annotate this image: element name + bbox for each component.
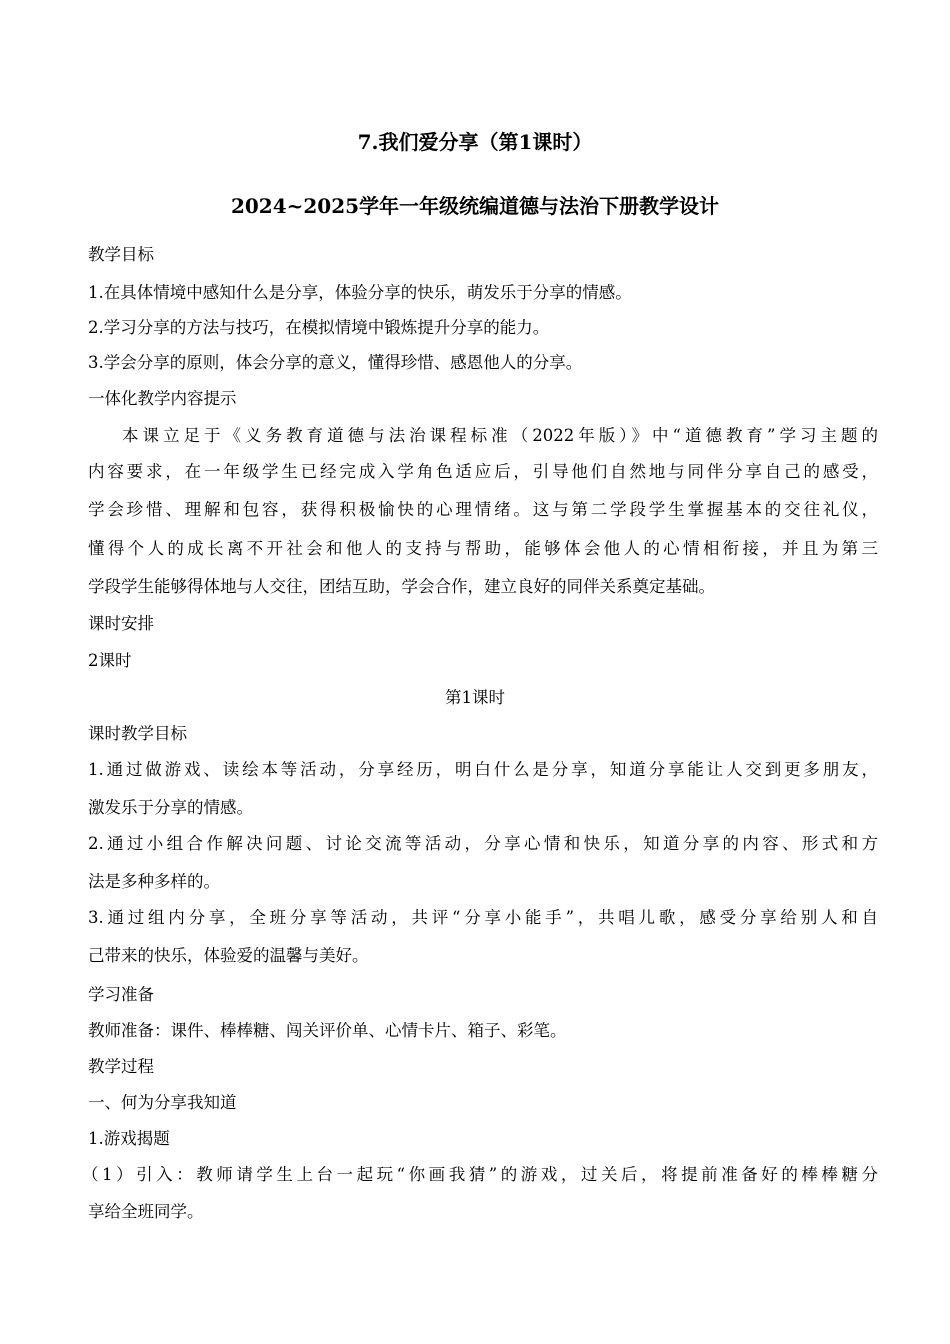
text-line: 3.通过组内分享，全班分享等活动，共评“分享小能手”，共唱儿歌，感受分享给别人和自 — [88, 908, 878, 927]
document-subtitle: 2024~2025学年一年级统编道德与法治下册教学设计 — [230, 194, 720, 218]
text-line: 激发乐于分享的情感。 — [88, 798, 253, 817]
text-line: 2.学习分享的方法与技巧，在模拟情境中锻炼提升分享的能力。 — [88, 318, 550, 337]
section-heading-goals: 教学目标 — [88, 245, 154, 264]
text-line: 1.在具体情境中感知什么是分享，体验分享的快乐，萌发乐于分享的情感。 — [88, 283, 632, 302]
text-line: 享给全班同学。 — [88, 1202, 204, 1221]
text-line: 懂得个人的成长离不开社会和他人的支持与帮助，能够体会他人的心情相衔接，并且为第三 — [88, 539, 878, 558]
text-line: 教师准备：课件、棒棒糖、闯关评价单、心情卡片、箱子、彩笔。 — [88, 1021, 567, 1040]
section-heading-process: 教学过程 — [88, 1057, 154, 1076]
section-heading-lesson-goals: 课时教学目标 — [88, 724, 187, 743]
document-title: 7.我们爱分享（第1课时） — [357, 130, 593, 154]
text-line: 2课时 — [88, 651, 132, 670]
section-heading-preparation: 学习准备 — [88, 985, 154, 1004]
text-line: 2.通过小组合作解决问题、讨论交流等活动，分享心情和快乐，知道分享的内容、形式和方 — [88, 834, 878, 853]
text-line: 1.游戏揭题 — [88, 1129, 170, 1148]
text-line: 本课立足于《义务教育道德与法治课程标准（2022年版）》中“道德教育”学习主题的 — [122, 426, 878, 445]
lesson-heading: 第1课时 — [445, 688, 505, 707]
text-line: 学会珍惜、理解和包容，获得积极愉快的心理情绪。这与第二学段学生掌握基本的交往礼仪， — [88, 500, 878, 519]
text-line: 3.学会分享的原则，体会分享的意义，懂得珍惜、感恩他人的分享。 — [88, 353, 583, 372]
text-line: 法是多种多样的。 — [88, 872, 220, 891]
text-line: 一、何为分享我知道 — [88, 1093, 237, 1112]
text-line: （1）引入：教师请学生上台一起玩“你画我猜”的游戏，过关后，将提前准备好的棒棒糖分 — [82, 1165, 878, 1184]
text-line: 1.通过做游戏、读绘本等活动，分享经历，明白什么是分享，知道分享能让人交到更多朋友， — [88, 760, 878, 779]
text-line: 内容要求，在一年级学生已经完成入学角色适应后，引导他们自然地与同伴分享自己的感受， — [88, 462, 878, 481]
text-line: 己带来的快乐，体验爱的温馨与美好。 — [88, 946, 369, 965]
text-line: 学段学生能够得体地与人交往，团结互助，学会合作，建立良好的同伴关系奠定基础。 — [88, 577, 715, 596]
section-heading-schedule: 课时安排 — [88, 614, 154, 633]
section-heading-integration: 一体化教学内容提示 — [88, 389, 237, 408]
